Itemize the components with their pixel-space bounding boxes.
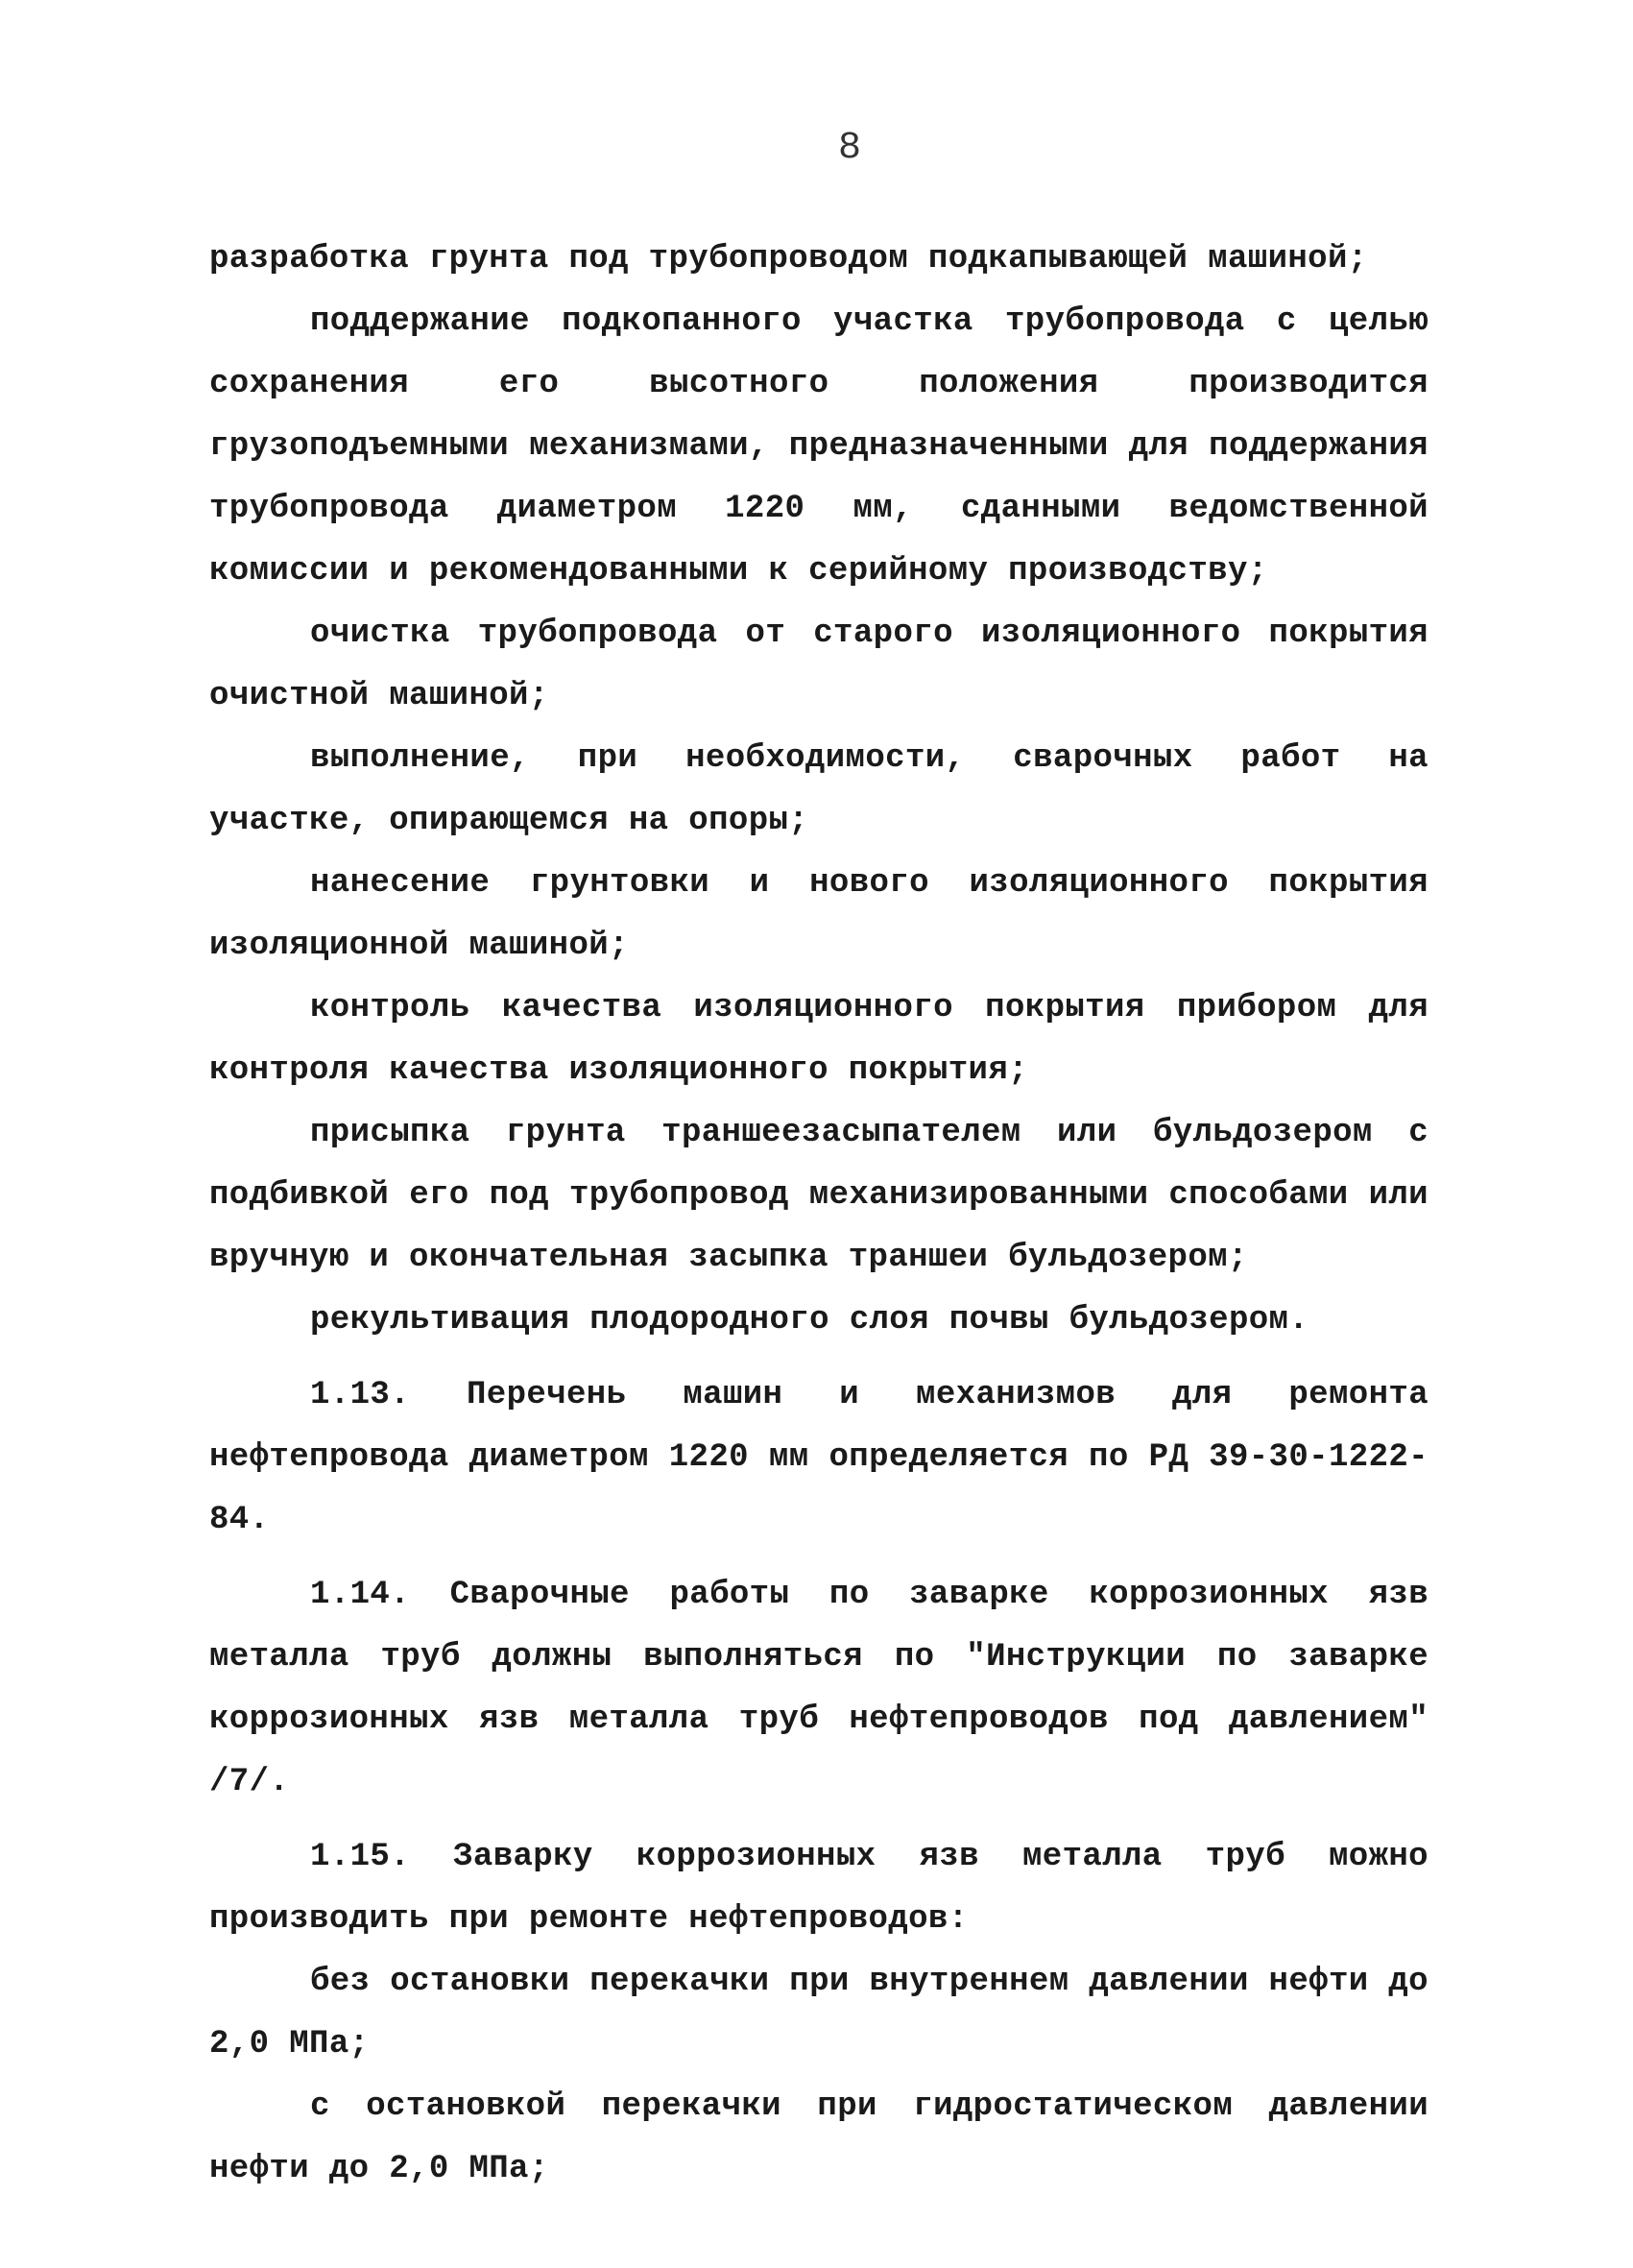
section-1-13: 1.13. Перечень машин и механизмов для ремонта нефтепровода диаметром 1220 мм определяется по РД 39-30-1222-84.	[209, 1377, 1429, 1538]
section-1-14: 1.14. Сварочные работы по заварке коррозионных язв металла труб должны выполняться по "Инструкции по заварке коррозионных язв металла труб нефтепроводов под давлением" /7/.	[209, 1577, 1429, 1800]
paragraph-welding-works: выполнение, при необходимости, сварочных работ на участке, опирающемся на опоры;	[209, 740, 1429, 839]
paragraph-with-stop: с остановкой перекачки при гидростатическом давлении нефти до 2,0 МПа;	[209, 2088, 1429, 2187]
paragraph-pipeline-support: поддержание подкопанного участка трубопровода с целью сохранения его высотного положения производится грузоподъемными механизмами, предназначенными для поддержания трубопровода диаметром 1220 мм, сданными ведомственной комиссии и рекомендованными к серийному производству;	[209, 303, 1429, 590]
paragraph-recultivation: рекультивация плодородного слоя почвы бульдозером.	[310, 1302, 1309, 1339]
body-text	[209, 229, 1429, 2201]
paragraph-coating-removal: очистка трубопровода от старого изоляционного покрытия очистной машиной;	[209, 615, 1429, 714]
page-number: 8	[837, 127, 861, 170]
paragraph-soil-excavation: разработка грунта под трубопроводом подкапывающей машиной;	[209, 241, 1368, 277]
paragraph-backfill: присыпка грунта траншеезасыпателем или бульдозером с подбивкой его под трубопровод механизированными способами или вручную и окончательная засыпка траншеи бульдозером;	[209, 1115, 1429, 1276]
paragraph-priming-coating: нанесение грунтовки и нового изоляционного покрытия изоляционной машиной;	[209, 865, 1429, 964]
section-1-15: 1.15. Заварку коррозионных язв металла труб можно производить при ремонте нефтепроводов:	[209, 1839, 1429, 1938]
paragraph-without-stop: без остановки перекачки при внутреннем давлении нефти до 2,0 МПа;	[209, 1964, 1429, 2063]
paragraph-quality-control: контроль качества изоляционного покрытия прибором для контроля качества изоляционного покрытия;	[209, 990, 1429, 1089]
